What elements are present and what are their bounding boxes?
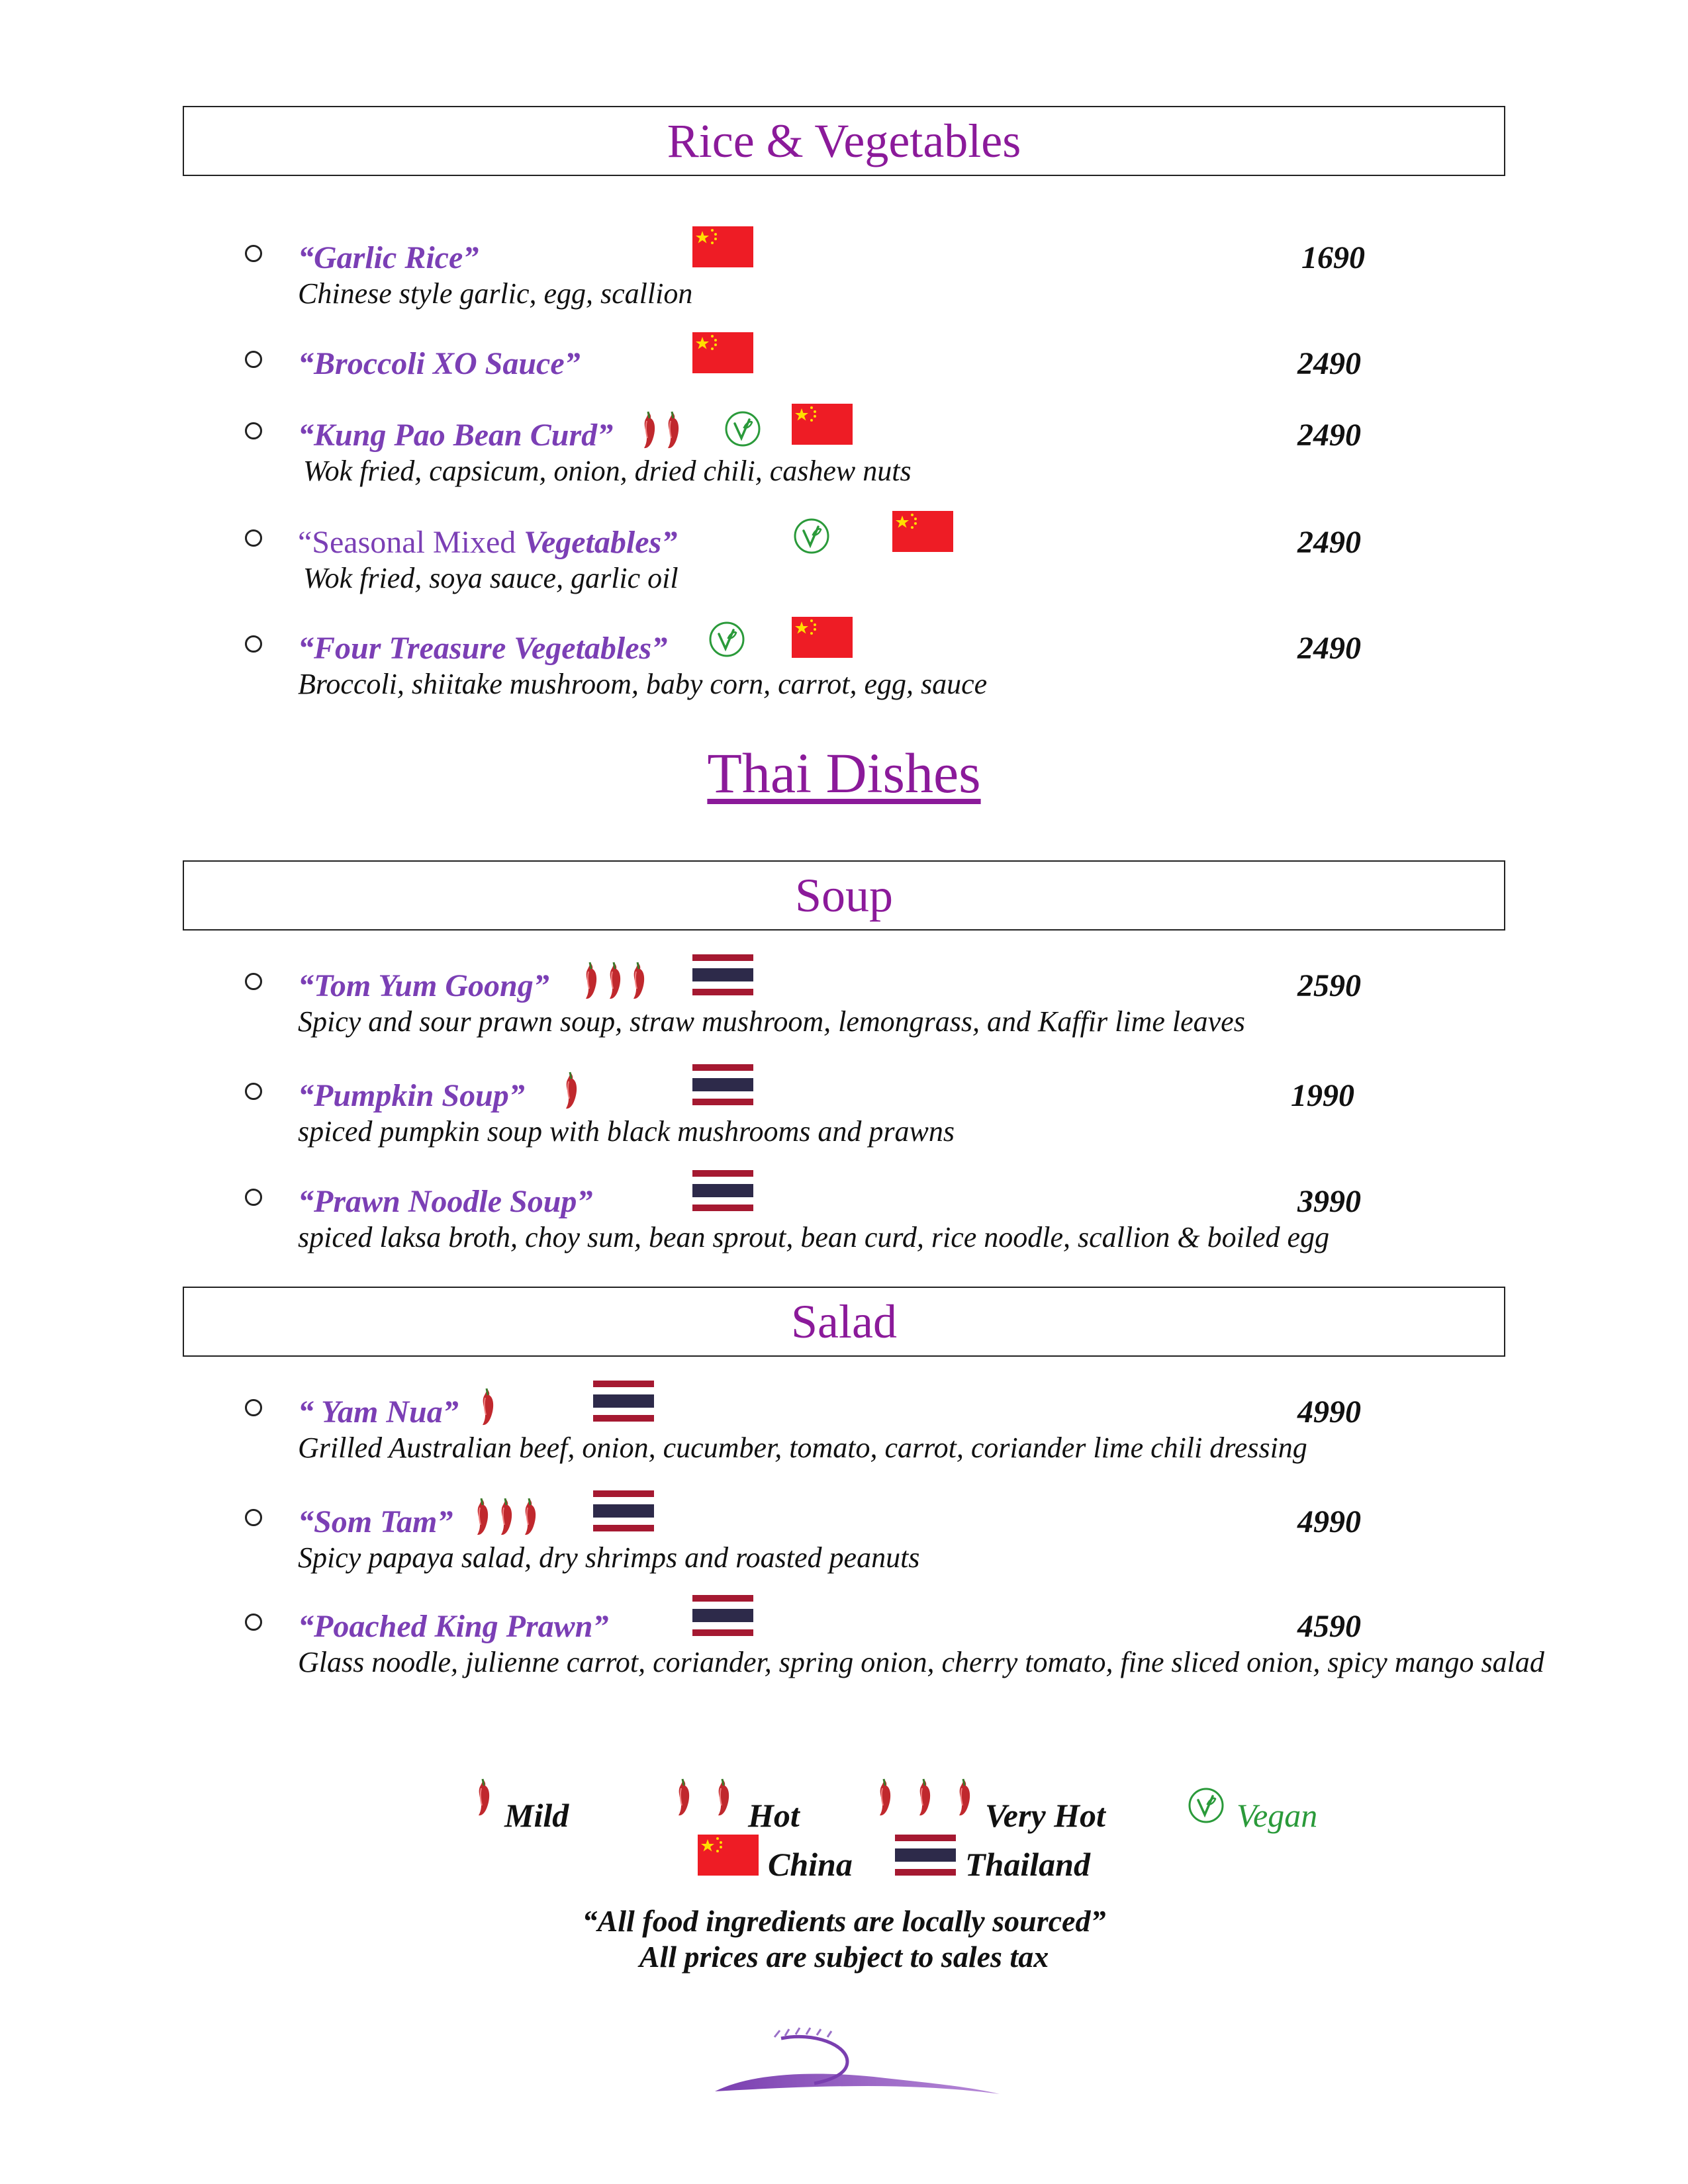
chili-icon (605, 961, 624, 1001)
chili-icon (496, 1497, 515, 1537)
vegan-icon (1188, 1787, 1225, 1824)
thailand-flag-icon (692, 1064, 753, 1105)
legend-thailand: Thailand (965, 1846, 1090, 1883)
thailand-flag-icon (692, 1595, 753, 1636)
vegan-icon (708, 621, 745, 658)
chili-icon (478, 1387, 496, 1427)
item-name: “Prawn Noodle Soup” (298, 1184, 593, 1219)
item-description: Spicy papaya salad, dry shrimps and roasted peanuts (298, 1541, 920, 1574)
item-name: “Som Tam” (298, 1504, 453, 1539)
item-name: “Broccoli XO Sauce” (298, 346, 581, 381)
chili-icon (581, 961, 600, 1001)
item-description: Wok fried, soya sauce, garlic oil (303, 562, 679, 594)
bullet-icon (245, 1083, 262, 1100)
bullet-icon (245, 1399, 262, 1416)
spice-level (473, 1497, 539, 1537)
item-description: Broccoli, shiitake mushroom, baby corn, carrot, egg, sauce (298, 668, 988, 700)
vegan-icon (724, 410, 761, 447)
footer-sourcing-note: “All food ingredients are locally sourced” (582, 1904, 1106, 1938)
legend-very-hot: Very Hot (985, 1797, 1105, 1834)
bullet-icon (245, 973, 262, 990)
item-name-part: “Seasonal Mixed (298, 525, 524, 560)
item-description: Wok fried, capsicum, onion, dried chili, cashew nuts (303, 455, 912, 487)
section-title-rice-vegetables: Rice & Vegetables (667, 114, 1021, 167)
section-title-soup: Soup (794, 868, 894, 922)
china-flag-icon (892, 511, 953, 552)
chili-icon (663, 410, 682, 450)
item-price: 4990 (1297, 1504, 1361, 1539)
thailand-flag-icon (692, 1170, 753, 1211)
item-name (298, 524, 677, 561)
item-price: 3990 (1297, 1184, 1361, 1219)
bullet-icon (245, 351, 262, 368)
item-price: 2490 (1297, 418, 1361, 453)
china-flag-icon (792, 617, 853, 658)
legend-china: China (768, 1846, 853, 1883)
thailand-flag-icon (593, 1381, 654, 1422)
item-price: 1690 (1301, 240, 1365, 275)
chili-icon (520, 1497, 539, 1537)
bullet-icon (245, 1614, 262, 1631)
item-price: 2590 (1297, 968, 1361, 1003)
chili-icon (915, 1778, 933, 1817)
legend-vegan: Vegan (1237, 1797, 1318, 1834)
chili-icon (674, 1778, 692, 1817)
item-description: Glass noodle, julienne carrot, coriander, spring onion, cherry tomato, fine sliced onion, spicy mango salad (298, 1646, 1544, 1678)
logo-swoosh (702, 2025, 1006, 2105)
item-name: “Kung Pao Bean Curd” (298, 418, 614, 453)
vegan-icon (793, 518, 830, 555)
thai-dishes-heading: Thai Dishes (707, 741, 981, 805)
legend-mild: Mild (504, 1797, 569, 1834)
item-description: spiced pumpkin soup with black mushrooms and prawns (298, 1115, 955, 1148)
chili-icon (629, 961, 647, 1001)
item-price: 4590 (1297, 1609, 1361, 1644)
china-flag-icon (698, 1835, 759, 1876)
legend-hot: Hot (748, 1797, 800, 1834)
item-name-part: Vegetables” (524, 525, 678, 560)
spice-level (561, 1071, 580, 1111)
chili-icon (714, 1778, 732, 1817)
footer-tax-note: All prices are subject to sales tax (639, 1940, 1049, 1974)
china-flag-icon (692, 332, 753, 373)
thailand-flag-icon (895, 1835, 956, 1876)
bullet-icon (245, 1509, 262, 1526)
item-description: Spicy and sour prawn soup, straw mushroom, lemongrass, and Kaffir lime leaves (298, 1005, 1245, 1038)
item-description: Grilled Australian beef, onion, cucumber, tomato, carrot, coriander lime chili dressing (298, 1432, 1307, 1464)
bullet-icon (245, 635, 262, 653)
spice-level (581, 961, 647, 1001)
bullet-icon (245, 1189, 262, 1206)
section-rice-vegetables (183, 106, 1505, 176)
chili-icon (561, 1071, 580, 1111)
item-name: “Four Treasure Vegetables” (298, 631, 668, 666)
item-price: 4990 (1297, 1394, 1361, 1430)
bullet-icon (245, 529, 262, 547)
item-description: spiced laksa broth, choy sum, bean sprout, bean curd, rice noodle, scallion & boiled egg (298, 1221, 1330, 1253)
thailand-flag-icon (692, 954, 753, 995)
chili-icon (875, 1778, 894, 1817)
section-salad (183, 1287, 1505, 1357)
item-name: “Poached King Prawn” (298, 1609, 609, 1644)
item-price: 2490 (1297, 631, 1361, 666)
item-price: 2490 (1297, 525, 1361, 560)
item-price: 1990 (1291, 1078, 1354, 1113)
thailand-flag-icon (593, 1490, 654, 1531)
chili-icon (955, 1778, 973, 1817)
item-price: 2490 (1297, 346, 1361, 381)
china-flag-icon (792, 404, 853, 445)
section-title-salad: Salad (791, 1295, 897, 1348)
bullet-icon (245, 245, 262, 262)
item-name: “Tom Yum Goong” (298, 968, 549, 1003)
bullet-icon (245, 422, 262, 439)
chili-icon (474, 1778, 492, 1817)
item-name: “Pumpkin Soup” (298, 1078, 525, 1113)
china-flag-icon (692, 226, 753, 267)
chili-icon (473, 1497, 491, 1537)
item-name: “Garlic Rice” (298, 240, 479, 275)
section-soup (183, 860, 1505, 931)
chili-icon (639, 410, 658, 450)
item-description: Chinese style garlic, egg, scallion (298, 277, 693, 310)
spice-level (639, 410, 682, 450)
item-name: “ Yam Nua” (298, 1394, 459, 1430)
spice-level (478, 1387, 496, 1427)
